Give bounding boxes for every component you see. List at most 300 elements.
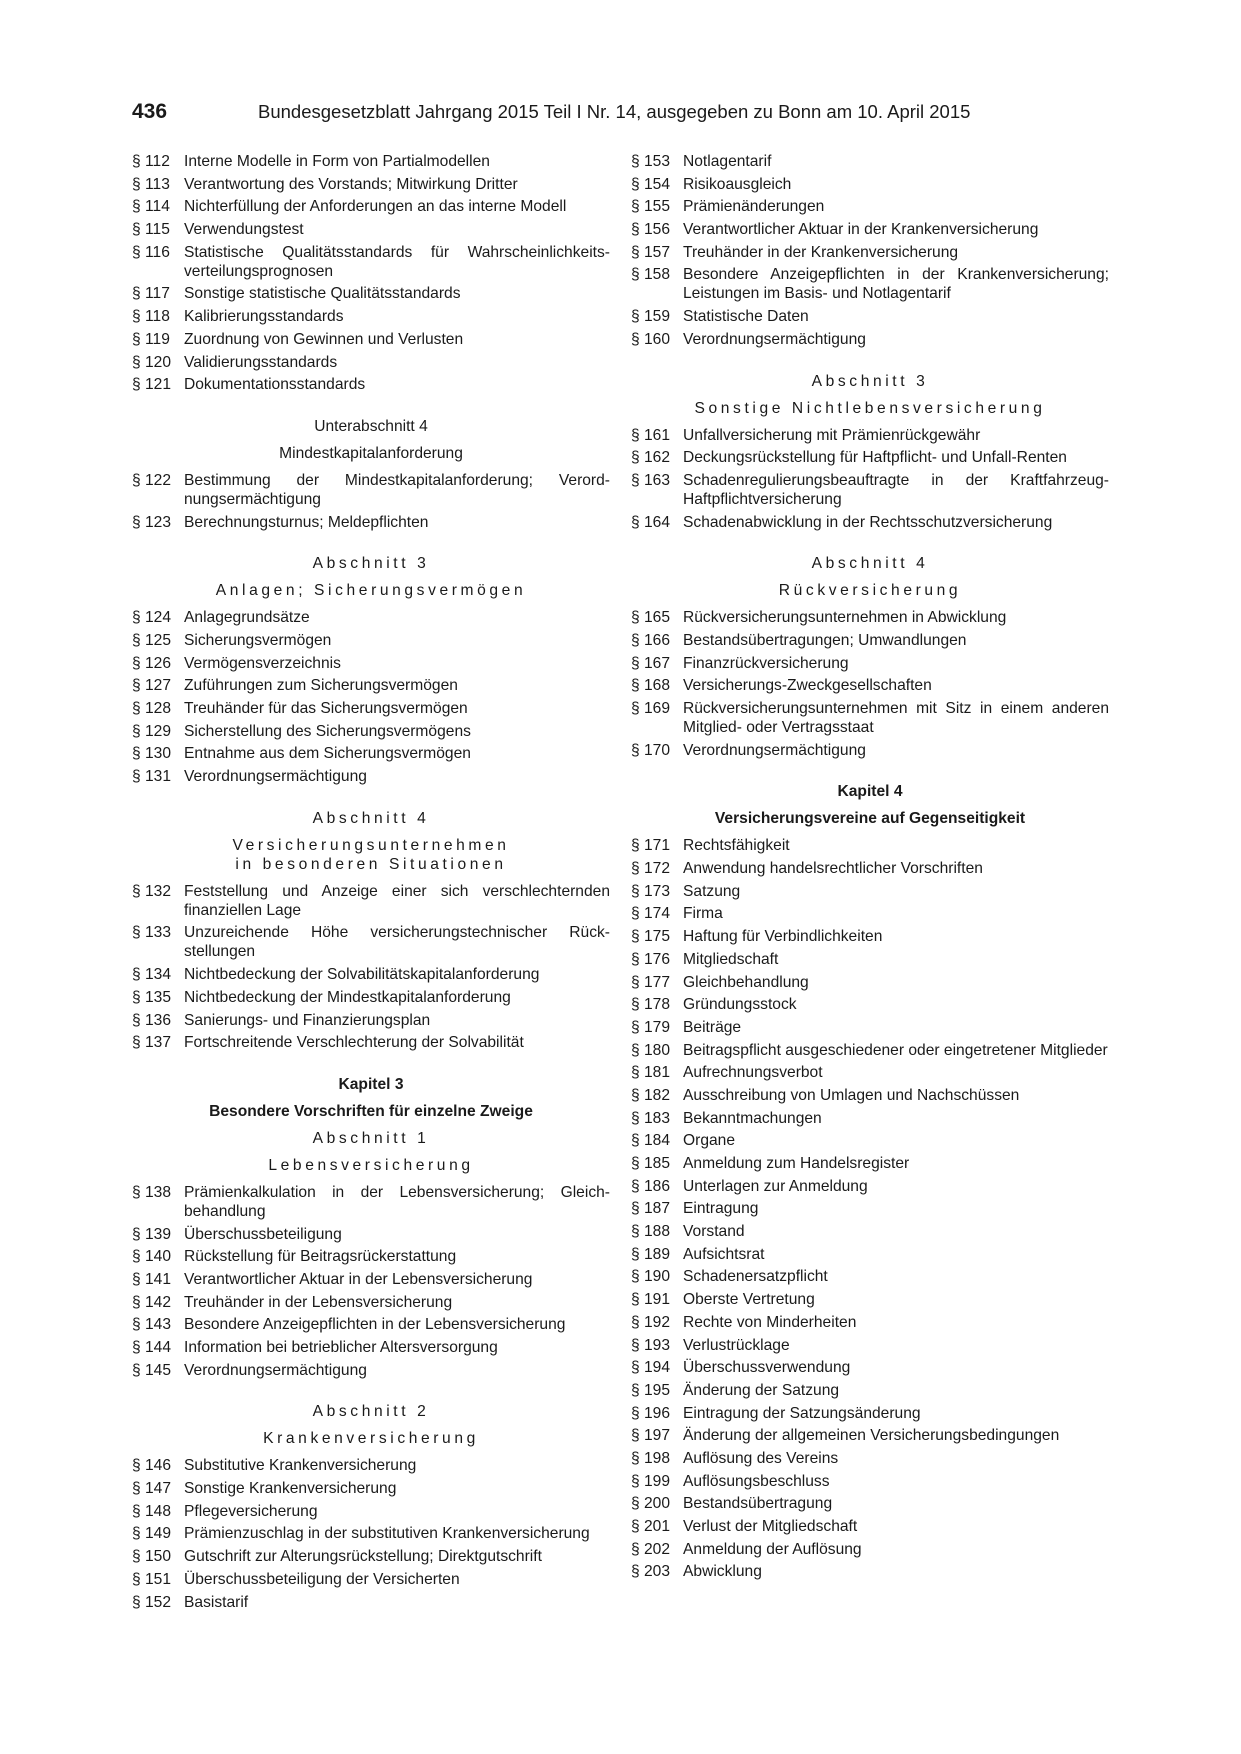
section-title: Überschussbeteiligung der Versicherten (184, 1570, 460, 1588)
section-title: Oberste Vertretung (683, 1291, 815, 1309)
toc-entry (631, 1177, 1109, 1196)
section-number: § 142 (132, 1293, 172, 1311)
section-title: Verantwortlicher Aktuar in der Lebensversicherung (184, 1270, 533, 1288)
section-title: Verordnungsermächtigung (184, 768, 367, 786)
section-title: Finanzrückversicherung (683, 654, 849, 672)
toc-entry (132, 923, 610, 961)
section-number: § 166 (631, 631, 671, 649)
toc-entry (132, 1524, 610, 1543)
section-title: Anmeldung der Auflösung (683, 1540, 862, 1558)
toc-entry (631, 1426, 1109, 1445)
toc-entry (132, 1293, 610, 1312)
section-title: Statistische Daten (683, 308, 809, 326)
toc-entry (631, 426, 1109, 445)
section-title: Gleichbehandlung (683, 973, 809, 991)
page-number: 436 (132, 100, 168, 123)
section-number: § 155 (631, 198, 671, 216)
toc-entry (132, 1456, 610, 1475)
section-title: Sicherungsvermögen (184, 631, 332, 649)
section-title: Satzung (683, 882, 741, 900)
section-title: Prämienzuschlag in der substitutiven Krankenversicherung (184, 1525, 590, 1543)
chapter-heading: Kapitel 4 (837, 783, 903, 801)
toc-entry (132, 1338, 610, 1357)
section-number: § 159 (631, 308, 671, 326)
section-number: § 178 (631, 996, 671, 1014)
toc-entry (631, 1063, 1109, 1082)
section-heading: Abschnitt 4 (811, 555, 929, 573)
spacer (132, 790, 610, 809)
section-number: § 113 (132, 175, 170, 193)
toc-entry (631, 882, 1109, 901)
section-title: Firma (683, 905, 723, 923)
section-title: Verordnungsermächtigung (683, 330, 866, 348)
section-title: Information bei betrieblicher Altersversorgung (184, 1339, 498, 1356)
section-title: Sanierungs- und Finanzierungsplan (184, 1011, 431, 1029)
section-number: § 124 (132, 609, 172, 627)
section-number: § 152 (132, 1593, 172, 1611)
toc-entry (132, 654, 610, 673)
section-number: § 167 (631, 654, 671, 672)
section-title: Unzureichende Höhe versicherungstechnischer Rückstellungen (184, 924, 610, 961)
spacer (631, 418, 1109, 426)
section-title: Verwendungstest (184, 221, 304, 239)
section-number: § 149 (132, 1525, 172, 1543)
section-number: § 161 (631, 426, 671, 444)
section-number: § 127 (132, 677, 172, 695)
section-title: Beiträge (683, 1018, 742, 1036)
section-heading: Rückversicherung (778, 582, 962, 600)
toc-entry (132, 375, 610, 394)
section-number: § 145 (132, 1361, 172, 1379)
section-title: Bestimmung der Mindestkapitalanforderung; Verordnungsermächtigung (184, 471, 610, 508)
section-title: Anlagegrundsätze (184, 609, 310, 627)
section-number: § 120 (132, 353, 172, 371)
section-number: § 148 (132, 1502, 172, 1520)
section-title: Organe (683, 1132, 736, 1150)
toc-entry (631, 1086, 1109, 1105)
section-heading: Unterabschnitt 4 (314, 417, 428, 435)
spacer (631, 801, 1109, 809)
toc-entry (132, 744, 610, 763)
toc-entry (132, 1502, 610, 1521)
section-title: Vorstand (683, 1223, 745, 1241)
section-heading: Abschnitt 3 (312, 555, 430, 573)
section-title: Entnahme aus dem Sicherungsvermögen (184, 745, 471, 763)
section-title: Validierungsstandards (184, 353, 338, 371)
section-title: Deckungsrückstellung für Haftpflicht- und Unfall-Renten (683, 449, 1067, 467)
section-heading: Abschnitt 3 (811, 372, 929, 390)
toc-entry (631, 1199, 1109, 1218)
section-number: § 140 (132, 1248, 172, 1266)
section-number: § 176 (631, 950, 671, 968)
toc-entry (132, 243, 610, 281)
toc-entry (631, 995, 1109, 1014)
section-title: Verlust der Mitgliedschaft (683, 1518, 858, 1535)
toc-entry (132, 471, 610, 509)
toc-entry (631, 513, 1109, 532)
section-title: Schadenregulierungsbeauftragte in der Kraftfahrzeug-Haftpflichtversicherung (683, 471, 1109, 508)
spacer (132, 1421, 610, 1429)
section-title: Sonstige statistische Qualitätsstandards (184, 285, 461, 303)
section-number: § 150 (132, 1548, 172, 1566)
section-title: Eintragung (683, 1200, 759, 1218)
toc-entry (132, 353, 610, 372)
section-title: Statistische Qualitätsstandards für Wahrscheinlichkeitsverteilungsprognosen (184, 243, 610, 280)
section-number: § 165 (631, 609, 671, 627)
section-number: § 196 (631, 1404, 671, 1422)
section-title: Substitutive Krankenversicherung (184, 1457, 417, 1475)
toc-entry (631, 741, 1109, 760)
spacer (132, 1148, 610, 1156)
section-title: Rückversicherungsunternehmen in Abwicklung (683, 609, 1007, 627)
spacer (132, 874, 610, 882)
section-title: Verantwortlicher Aktuar in der Krankenversicherung (683, 221, 1039, 239)
section-heading: Lebensversicherung (268, 1156, 474, 1174)
section-number: § 144 (132, 1339, 172, 1356)
toc-entry (132, 1361, 610, 1380)
toc-entry (132, 1479, 610, 1498)
toc-entry (132, 152, 610, 171)
spacer (631, 535, 1109, 554)
section-number: § 175 (631, 928, 671, 946)
toc-entry (631, 1290, 1109, 1309)
toc-entry (132, 1011, 610, 1030)
section-number: § 141 (132, 1270, 172, 1288)
section-heading: in besonderen Situationen (235, 855, 507, 873)
section-number: § 116 (132, 243, 170, 261)
section-title: Bekanntmachungen (683, 1109, 822, 1127)
spacer (132, 1175, 610, 1183)
section-heading: Versicherungsunternehmen (232, 836, 510, 854)
section-number: § 191 (631, 1291, 671, 1309)
spacer (631, 573, 1109, 581)
section-number: § 136 (132, 1011, 172, 1029)
toc-entry (132, 284, 610, 303)
section-title: Besondere Anzeigepflichten in der Lebensversicherung (184, 1316, 566, 1334)
section-number: § 133 (132, 924, 172, 942)
section-title: Gutschrift zur Alterungsrückstellung; Direktgutschrift (184, 1548, 542, 1566)
section-title: Besondere Anzeigepflichten in der Krankenversicherung; Leistungen im Basis- und Notlagentarif (683, 266, 1109, 303)
section-title: Verantwortung des Vorstands; Mitwirkung Dritter (184, 175, 518, 193)
section-title: Prämienänderungen (683, 198, 825, 216)
toc-entry (631, 1336, 1109, 1355)
section-title: Aufsichtsrat (683, 1245, 765, 1263)
toc-entry (132, 722, 610, 741)
section-number: § 194 (631, 1359, 671, 1377)
spacer (631, 353, 1109, 372)
section-title: Kalibrierungsstandards (184, 308, 344, 326)
section-title: Überschussbeteiligung (184, 1225, 342, 1243)
section-number: § 118 (132, 308, 170, 326)
toc-entry (631, 1245, 1109, 1264)
spacer (132, 1383, 610, 1402)
spacer (132, 463, 610, 471)
section-title: Gründungsstock (683, 996, 797, 1014)
toc-entry (132, 965, 610, 984)
section-number: § 126 (132, 654, 172, 672)
toc-entry (631, 859, 1109, 878)
section-number: § 190 (631, 1268, 671, 1286)
section-title: Ausschreibung von Umlagen und Nachschüssen (683, 1086, 1020, 1104)
toc-entry (132, 1547, 610, 1566)
section-title: Verordnungsermächtigung (184, 1361, 367, 1379)
section-title: Anwendung handelsrechtlicher Vorschriften (683, 860, 983, 878)
section-number: § 115 (132, 221, 170, 239)
section-number: § 139 (132, 1225, 172, 1243)
section-title: Verordnungsermächtigung (683, 741, 866, 759)
section-title: Interne Modelle in Form von Partialmodellen (184, 153, 490, 170)
section-number: § 173 (631, 882, 671, 900)
toc-entry (132, 175, 610, 194)
section-title: Risikoausgleich (683, 175, 792, 193)
section-title: Eintragung der Satzungsänderung (683, 1404, 921, 1422)
toc-entry (631, 1109, 1109, 1128)
section-number: § 132 (132, 882, 172, 900)
section-title: Auflösungsbeschluss (683, 1472, 830, 1490)
section-number: § 164 (631, 513, 671, 531)
section-title: Rechte von Minderheiten (683, 1313, 857, 1331)
section-number: § 123 (132, 513, 172, 531)
section-number: § 198 (631, 1449, 671, 1467)
section-title: Unfallversicherung mit Prämienrückgewähr (683, 426, 981, 444)
spacer (132, 535, 610, 554)
section-number: § 117 (132, 285, 170, 303)
spacer (132, 398, 610, 417)
section-heading: Abschnitt 4 (312, 809, 430, 827)
section-number: § 112 (132, 153, 170, 170)
section-title: Aufrechnungsverbot (683, 1064, 823, 1082)
section-title: Bestandsübertragung (683, 1495, 833, 1513)
section-title: Schadenersatzpflicht (683, 1268, 828, 1286)
toc-entry (631, 330, 1109, 349)
toc-entry (631, 448, 1109, 467)
section-number: § 188 (631, 1223, 671, 1241)
section-number: § 200 (631, 1495, 671, 1513)
section-title: Fortschreitende Verschlechterung der Solvabilität (184, 1034, 524, 1052)
toc-entry (631, 676, 1109, 695)
section-title: Änderung der Satzung (683, 1381, 840, 1399)
section-title: Auflösung des Vereins (683, 1449, 839, 1467)
toc-entry (132, 631, 610, 650)
toc-entry (631, 1517, 1109, 1536)
toc-entry (631, 1131, 1109, 1150)
section-title: Abwicklung (683, 1563, 762, 1581)
section-number: § 193 (631, 1336, 671, 1354)
section-number: § 128 (132, 700, 172, 717)
section-title: Treuhänder für das Sicherungsvermögen (184, 700, 468, 717)
section-number: § 160 (631, 330, 671, 348)
toc-entry (132, 1033, 610, 1052)
section-title: Zuführungen zum Sicherungsvermögen (184, 677, 458, 695)
spacer (631, 828, 1109, 836)
section-heading: Sonstige Nichtlebensversicherung (694, 399, 1046, 417)
section-title: Zuordnung von Gewinnen und Verlusten (184, 330, 464, 348)
section-number: § 134 (132, 966, 172, 984)
section-number: § 143 (132, 1316, 172, 1334)
section-number: § 169 (631, 700, 671, 717)
toc-entry (631, 1562, 1109, 1581)
section-number: § 131 (132, 768, 172, 786)
toc-entry (631, 904, 1109, 923)
toc-entry (631, 699, 1109, 737)
toc-entry (631, 1154, 1109, 1173)
toc-entry (132, 1183, 610, 1221)
section-number: § 184 (631, 1132, 671, 1150)
section-title: Feststellung und Anzeige einer sich verschlechternden finanziellen Lage (184, 882, 610, 919)
section-number: § 174 (631, 905, 671, 923)
toc-entry (132, 699, 610, 718)
toc-entry (631, 265, 1109, 303)
section-title: Sonstige Krankenversicherung (184, 1480, 397, 1498)
section-heading: Anlagen; Sicherungsvermögen (215, 582, 527, 600)
section-title: Sicherstellung des Sicherungsvermögens (184, 722, 471, 740)
section-title: Rückstellung für Beitragsrückerstattung (184, 1248, 457, 1266)
section-number: § 114 (132, 198, 170, 216)
toc-entry (631, 1540, 1109, 1559)
toc-entry (631, 152, 1109, 171)
section-number: § 157 (631, 243, 671, 261)
section-heading: Abschnitt 1 (312, 1129, 430, 1147)
toc-entry (631, 631, 1109, 650)
toc-entry (132, 882, 610, 920)
section-number: § 177 (631, 973, 671, 991)
section-title: Dokumentationsstandards (184, 376, 366, 394)
chapter-heading: Besondere Vorschriften für einzelne Zweige (209, 1102, 533, 1120)
toc-entry (631, 197, 1109, 216)
toc-entry (132, 1225, 610, 1244)
section-title: Unterlagen zur Anmeldung (683, 1177, 868, 1195)
toc-entry (631, 1267, 1109, 1286)
toc-entry (631, 1358, 1109, 1377)
toc-entry (631, 243, 1109, 262)
section-number: § 172 (631, 860, 671, 878)
toc-entry (132, 676, 610, 695)
toc-entry (132, 1593, 610, 1612)
toc-entry (631, 471, 1109, 509)
section-title: Nichterfüllung der Anforderungen an das interne Modell (184, 198, 567, 216)
section-title: Verlustrücklage (683, 1336, 790, 1354)
toc-entry (132, 220, 610, 239)
spacer (132, 573, 610, 581)
section-number: § 129 (132, 722, 172, 740)
section-title: Berechnungsturnus; Meldepflichten (184, 513, 429, 531)
toc-entry (132, 330, 610, 349)
section-number: § 151 (132, 1570, 172, 1588)
section-number: § 162 (631, 449, 671, 467)
section-number: § 179 (631, 1018, 671, 1036)
spacer (132, 600, 610, 608)
section-heading: Abschnitt 2 (312, 1403, 430, 1421)
section-number: § 186 (631, 1177, 671, 1195)
toc-entry (631, 927, 1109, 946)
toc-entry (132, 513, 610, 532)
section-number: § 192 (631, 1313, 671, 1331)
toc-entry (631, 1381, 1109, 1400)
section-number: § 183 (631, 1109, 671, 1127)
section-number: § 137 (132, 1034, 172, 1052)
section-title: Pflegeversicherung (184, 1502, 318, 1520)
spacer (132, 436, 610, 444)
toc-entry (132, 307, 610, 326)
running-header: Bundesgesetzblatt Jahrgang 2015 Teil I Nr. 14, ausgegeben zu Bonn am 10. April 2015 (258, 101, 971, 122)
section-number: § 199 (631, 1472, 671, 1490)
spacer (132, 1094, 610, 1102)
toc-entry (132, 988, 610, 1007)
section-number: § 130 (132, 745, 172, 763)
section-number: § 156 (631, 221, 671, 239)
toc-entry (631, 175, 1109, 194)
section-number: § 121 (132, 376, 172, 394)
section-number: § 119 (132, 330, 170, 348)
toc-entry (631, 1313, 1109, 1332)
section-number: § 187 (631, 1200, 671, 1218)
section-number: § 203 (631, 1563, 671, 1581)
toc-entry (631, 1472, 1109, 1491)
section-number: § 168 (631, 677, 671, 695)
right-column (631, 152, 1109, 1585)
spacer (631, 600, 1109, 608)
section-number: § 170 (631, 741, 671, 759)
toc-entry (132, 1570, 610, 1589)
section-number: § 171 (631, 837, 671, 855)
section-number: § 202 (631, 1540, 671, 1558)
toc-entry (132, 767, 610, 786)
section-number: § 158 (631, 266, 671, 284)
section-number: § 147 (132, 1480, 172, 1498)
section-number: § 138 (132, 1183, 172, 1201)
chapter-heading: Versicherungsvereine auf Gegenseitigkeit (714, 810, 1026, 828)
section-number: § 189 (631, 1245, 671, 1263)
section-number: § 181 (631, 1064, 671, 1082)
toc-entry (631, 1041, 1109, 1060)
toc-entry (631, 1449, 1109, 1468)
toc-entry (132, 197, 610, 216)
spacer (132, 828, 610, 836)
section-title: Rückversicherungsunternehmen mit Sitz in einem anderen Mitglied- oder Vertragsstaat (683, 700, 1109, 736)
section-title: Notlagentarif (683, 153, 772, 170)
section-number: § 185 (631, 1155, 671, 1172)
section-title: Rechtsfähigkeit (683, 837, 790, 855)
toc-entry (631, 1018, 1109, 1037)
section-title: Anmeldung zum Handelsregister (683, 1155, 910, 1172)
toc-entry (631, 608, 1109, 627)
spacer (132, 1448, 610, 1456)
chapter-heading: Kapitel 3 (338, 1075, 404, 1093)
toc-entry (631, 950, 1109, 969)
section-title: Schadenabwicklung in der Rechtsschutzversicherung (683, 513, 1053, 531)
section-title: Haftung für Verbindlichkeiten (683, 928, 883, 946)
section-number: § 195 (631, 1381, 671, 1399)
toc-entry (631, 1404, 1109, 1423)
toc-entry (631, 1222, 1109, 1241)
section-number: § 154 (631, 175, 671, 193)
spacer (631, 763, 1109, 782)
section-title: Treuhänder in der Lebensversicherung (184, 1293, 453, 1311)
toc-entry (132, 1247, 610, 1266)
toc-entry (631, 654, 1109, 673)
section-title: Überschussverwendung (683, 1359, 851, 1377)
spacer (132, 1121, 610, 1129)
section-title: Nichtbedeckung der Mindestkapitalanforderung (184, 988, 511, 1006)
section-number: § 125 (132, 631, 172, 649)
toc-entry (631, 307, 1109, 326)
section-title: Änderung der allgemeinen Versicherungsbedingungen (683, 1427, 1060, 1445)
toc-entry (132, 1270, 610, 1289)
spacer (631, 391, 1109, 399)
section-number: § 153 (631, 153, 671, 170)
section-number: § 180 (631, 1041, 671, 1059)
toc-entry (631, 836, 1109, 855)
